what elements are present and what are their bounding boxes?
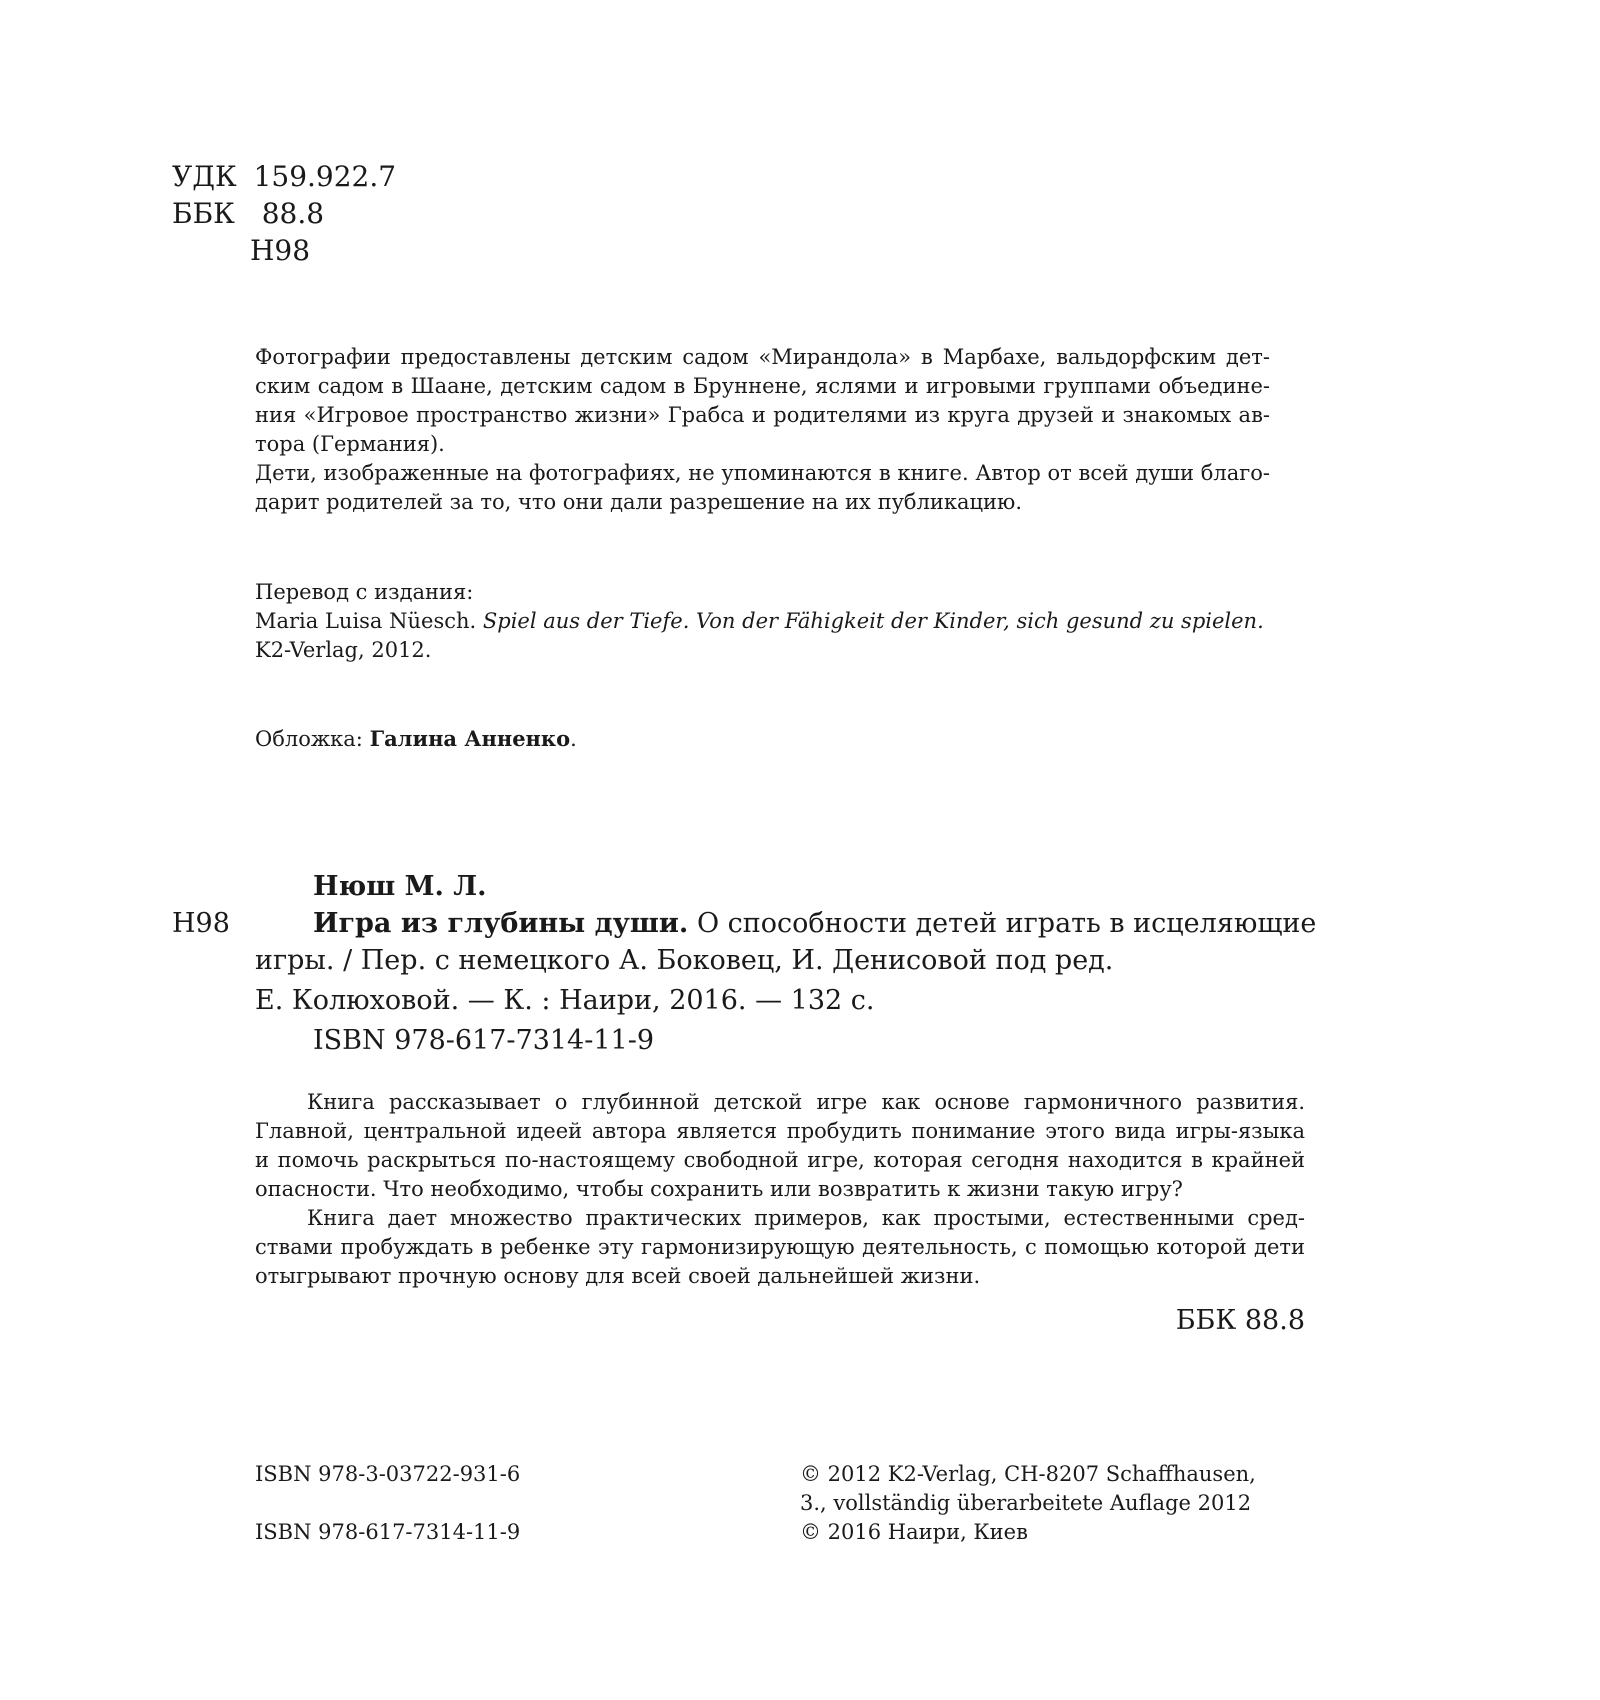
classification-block [172, 158, 432, 269]
cover-artist: Галина Анненко [369, 726, 571, 751]
catalog-line: игры. / Пер. с немецкого А. Боковец, И. Денисовой под ред. [255, 945, 1114, 976]
original-title: Spiel aus der Tiefe. Von der Fähigkeit der Kinder, sich gesund zu spielen. [482, 609, 1264, 633]
original-publisher: K2-Verlag, 2012. [255, 638, 432, 662]
annotation-line: ствами пробуждать в ребенке эту гармонизирующую деятельность, с помощью которой дети [255, 1235, 1305, 1259]
cover-credit [255, 724, 577, 754]
catalog-author [313, 868, 487, 905]
annotation-line: Главной, центральной идеей автора является пробудить понимание этого вида игры-языка [255, 1119, 1305, 1143]
thanks-line: Дети, изображенные на фотографиях, не упоминаются в книге. Автор от всей души благо- [255, 461, 1270, 485]
udk-value: 159.922.7 [253, 160, 397, 193]
translation-heading: Перевод с издания: [255, 580, 474, 604]
translation-original [255, 607, 1335, 636]
thanks-line: дарит родителей за то, что они дали разрешение на их публикацию. [255, 490, 1023, 514]
catalog-sign: Н98 [172, 908, 230, 939]
catalog-title-line [313, 905, 1317, 942]
catalog-continuation [255, 942, 1305, 1059]
copyright-line: © 2016 Наири, Киев [800, 1520, 1028, 1544]
catalog-line: Е. Колюховой. — К. : Наири, 2016. — 132 с. [255, 985, 875, 1016]
photo-credit-line: тора (Германия). [255, 432, 445, 456]
translation-source [255, 578, 1335, 665]
isbn-translation: ISBN 978-617-7314-11-9 [255, 1520, 521, 1544]
catalog-isbn: ISBN 978-617-7314-11-9 [313, 1025, 655, 1056]
udk-line [172, 158, 432, 195]
photo-credit-line: ским садом в Шаане, детским садом в Бруннене, яслями и игровыми группами объедине- [255, 374, 1270, 398]
annotation-bbk: ББК 88.8 [1175, 1305, 1305, 1336]
annotation-line: Книга рассказывает о глубинной детской игре как основе гармоничного развития. [307, 1090, 1305, 1114]
catalog-subtitle: О способности детей играть в исцеляющие [696, 908, 1317, 939]
original-author: Maria Luisa Nüesch. [255, 609, 477, 633]
author-sign: Н98 [250, 234, 311, 267]
udk-label: УДК [172, 160, 237, 193]
annotation-line: Книга дает множество практических примеров, как простыми, естественными сред- [307, 1206, 1305, 1230]
copyright-block [800, 1460, 1300, 1547]
catalog-description [313, 905, 1317, 942]
annotation [255, 1088, 1305, 1291]
isbn-original: ISBN 978-3-03722-931-6 [255, 1462, 521, 1486]
catalog-author-name: Нюш М. Л. [313, 871, 487, 902]
annotation-line: и помочь раскрыться по-настоящему свободной игре, которая сегодня находится в крайней [255, 1148, 1305, 1172]
annotation-line: опасности. Что необходимо, чтобы сохранить или возвратить к жизни такую игру? [255, 1177, 1183, 1201]
photo-credit-line: ния «Игровое пространство жизни» Грабса и родителями из круга друзей и знакомых ав- [255, 403, 1270, 427]
bbk-value: 88.8 [261, 197, 325, 230]
catalog-title: Игра из глубины души. [313, 908, 689, 939]
bbk-line [172, 195, 432, 232]
bbk-label: ББК [172, 197, 235, 230]
annotation-line: отыгрывают прочную основу для всей своей дальнейшей жизни. [255, 1264, 981, 1288]
copyright-line: © 2012 K2-Verlag, CH-8207 Schaffhausen, [800, 1462, 1256, 1486]
cover-label: Обложка: [255, 727, 363, 751]
copyright-line: 3., vollständig überarbeitete Auflage 2012 [800, 1491, 1252, 1515]
author-sign-line [172, 232, 432, 269]
photo-credits [255, 343, 1270, 517]
photo-credit-line: Фотографии предоставлены детским садом «Мирандола» в Марбахе, вальдорфским дет- [255, 345, 1270, 369]
cover-period: . [570, 727, 577, 751]
